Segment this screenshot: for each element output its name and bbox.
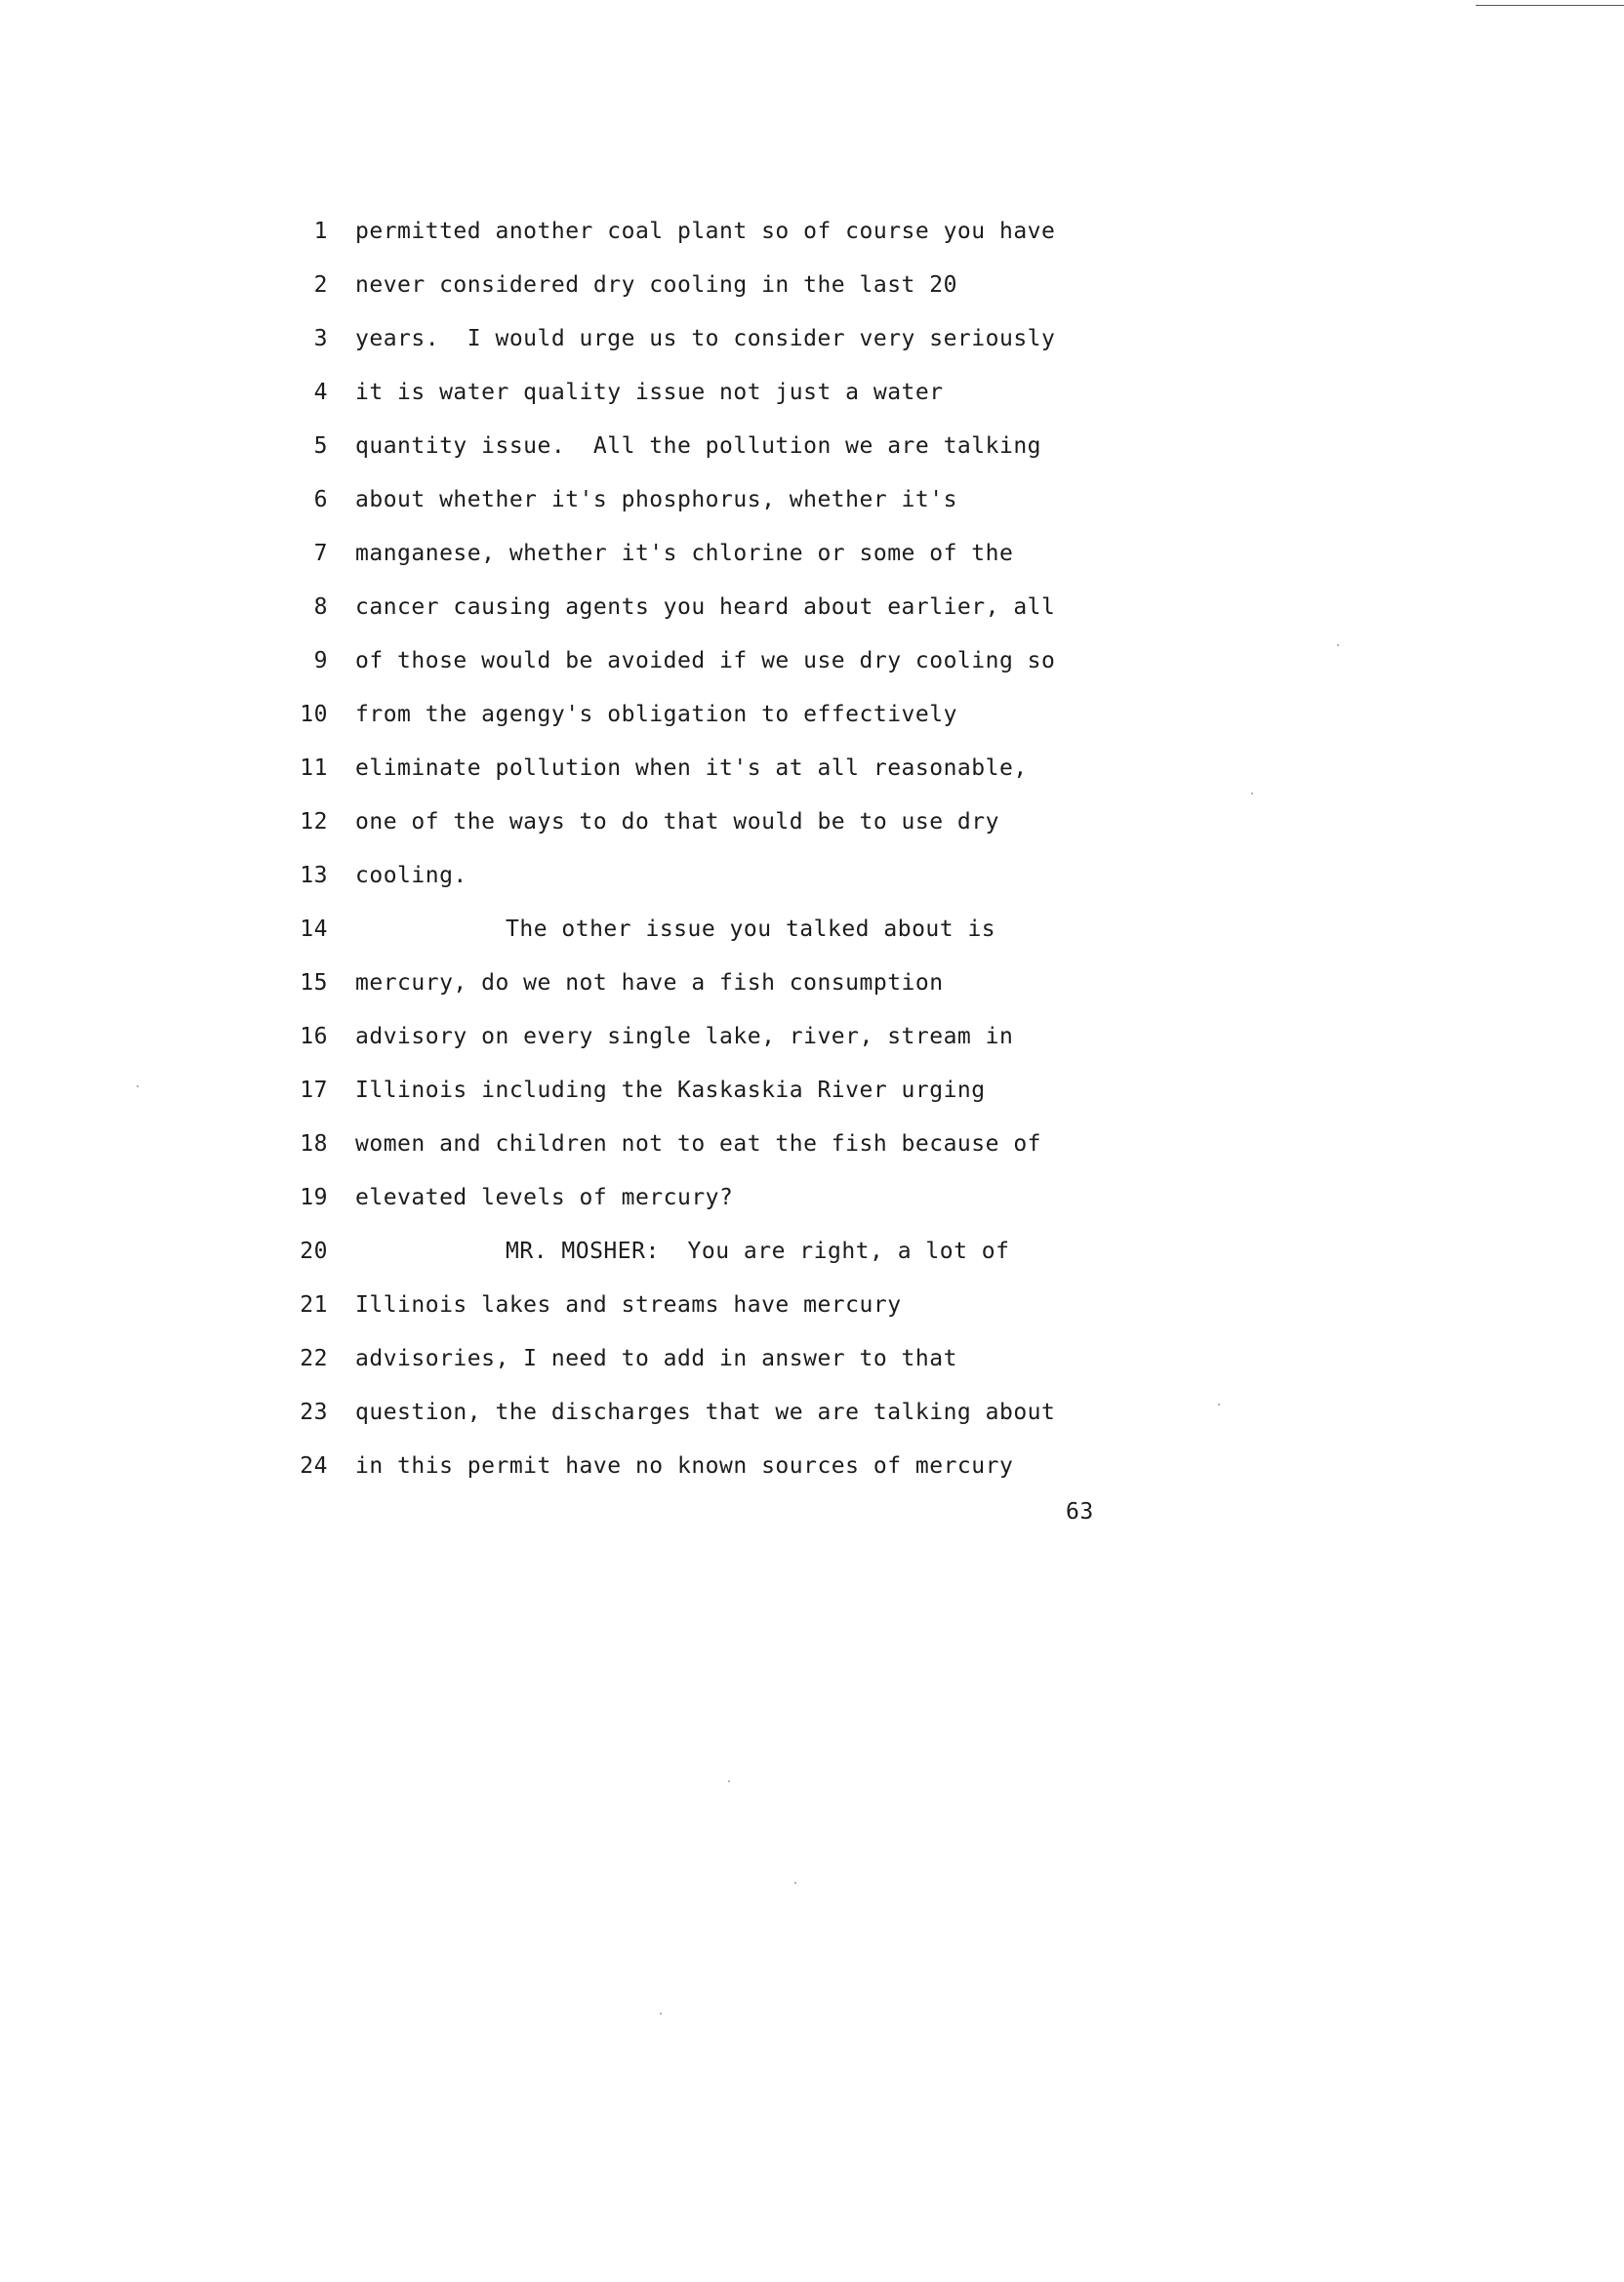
line-number: 19	[300, 1185, 328, 1210]
transcript-line	[293, 795, 1171, 849]
line-number: 18	[300, 1131, 328, 1157]
line-text: mercury, do we not have a fish consumption	[355, 970, 944, 996]
scan-speck	[728, 1780, 730, 1782]
line-number: 10	[300, 702, 328, 727]
line-number: 11	[300, 755, 328, 781]
scan-speck	[1218, 1404, 1220, 1406]
line-text: Illinois including the Kaskaskia River urging	[355, 1078, 986, 1103]
transcript-line	[293, 205, 1171, 259]
page-number: 63	[1066, 1499, 1094, 1525]
line-text: one of the ways to do that would be to use dry	[355, 809, 999, 835]
transcript-line	[293, 420, 1171, 473]
transcript-line	[293, 1332, 1171, 1386]
line-number: 14	[300, 917, 328, 942]
transcript-line	[293, 527, 1171, 581]
transcript-line	[293, 312, 1171, 366]
line-number: 23	[300, 1400, 328, 1425]
transcript-line	[293, 581, 1171, 634]
line-text: question, the discharges that we are talking about	[355, 1400, 1056, 1425]
line-text: women and children not to eat the fish because of	[355, 1131, 1042, 1157]
scan-speck	[1251, 793, 1253, 795]
transcript-line	[293, 1279, 1171, 1332]
transcript-body	[293, 205, 1171, 1493]
line-text: it is water quality issue not just a water	[355, 380, 944, 405]
line-number: 17	[300, 1078, 328, 1103]
line-number: 12	[300, 809, 328, 835]
transcript-line	[293, 1386, 1171, 1440]
transcript-line	[293, 1064, 1171, 1118]
line-text: Illinois lakes and streams have mercury	[355, 1292, 902, 1318]
transcript-line	[293, 1010, 1171, 1064]
transcript-line	[293, 259, 1171, 312]
transcript-line	[293, 742, 1171, 795]
line-number: 16	[300, 1024, 328, 1049]
transcript-line	[293, 1171, 1171, 1225]
line-number: 21	[300, 1292, 328, 1318]
line-number: 3	[313, 326, 328, 351]
line-text: years. I would urge us to consider very seriously	[355, 326, 1056, 351]
line-text: advisories, I need to add in answer to that	[355, 1346, 957, 1371]
line-text: The other issue you talked about is	[506, 917, 996, 942]
line-number: 5	[313, 433, 328, 459]
line-number: 7	[313, 541, 328, 566]
line-text: manganese, whether it's chlorine or some of the	[355, 541, 1014, 566]
scan-speck	[1337, 644, 1339, 646]
transcript-line	[293, 366, 1171, 420]
line-text: of those would be avoided if we use dry cooling so	[355, 648, 1056, 673]
line-number: 20	[300, 1239, 328, 1264]
line-text: in this permit have no known sources of mercury	[355, 1453, 1014, 1479]
line-number: 6	[313, 487, 328, 512]
line-text: from the agengy's obligation to effectively	[355, 702, 957, 727]
transcript-line	[293, 1440, 1171, 1493]
line-number: 13	[300, 863, 328, 888]
scan-edge-mark	[1476, 5, 1624, 6]
scan-speck	[794, 1882, 796, 1884]
line-text: elevated levels of mercury?	[355, 1185, 734, 1210]
scan-speck	[660, 2013, 662, 2015]
line-number: 4	[313, 380, 328, 405]
line-number: 24	[300, 1453, 328, 1479]
line-number: 9	[313, 648, 328, 673]
transcript-line	[293, 903, 1171, 957]
transcript-line	[293, 634, 1171, 688]
line-text: advisory on every single lake, river, stream in	[355, 1024, 1014, 1049]
line-number: 8	[313, 594, 328, 620]
line-text: cooling.	[355, 863, 467, 888]
line-text: about whether it's phosphorus, whether it's	[355, 487, 957, 512]
line-text: quantity issue. All the pollution we are talking	[355, 433, 1042, 459]
transcript-line	[293, 1225, 1171, 1279]
transcript-line	[293, 473, 1171, 527]
line-number: 2	[313, 272, 328, 298]
line-text: eliminate pollution when it's at all reasonable,	[355, 755, 1028, 781]
line-text: permitted another coal plant so of course you have	[355, 219, 1056, 244]
transcript-line	[293, 1118, 1171, 1171]
line-text: never considered dry cooling in the last 20	[355, 272, 957, 298]
transcript-line	[293, 957, 1171, 1010]
line-text: MR. MOSHER: You are right, a lot of	[506, 1239, 1010, 1264]
line-number: 15	[300, 970, 328, 996]
transcript-line	[293, 688, 1171, 742]
transcript-line	[293, 849, 1171, 903]
line-text: cancer causing agents you heard about earlier, all	[355, 594, 1056, 620]
line-number: 1	[313, 219, 328, 244]
line-number: 22	[300, 1346, 328, 1371]
scan-speck	[137, 1085, 139, 1087]
